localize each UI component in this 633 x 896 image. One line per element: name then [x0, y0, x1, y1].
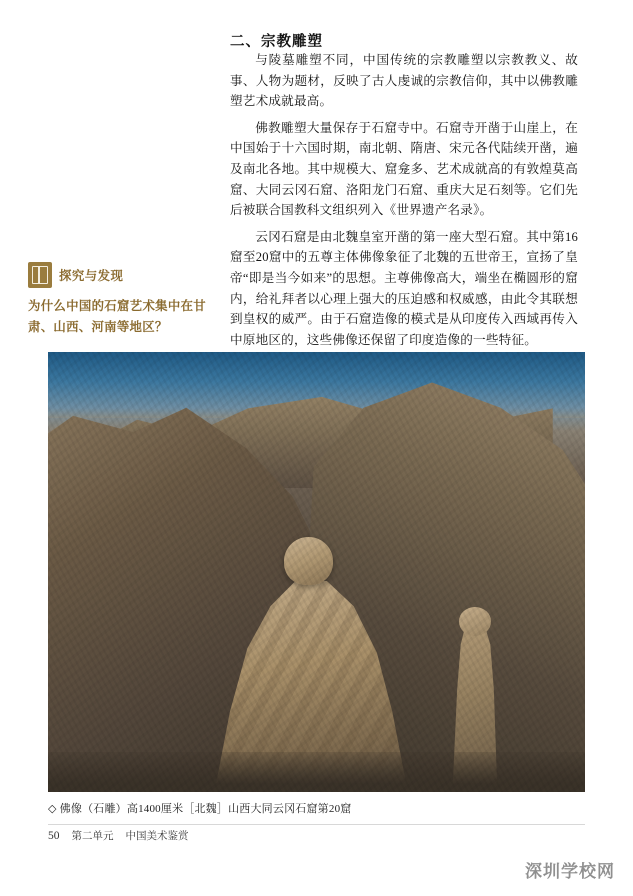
book-icon	[28, 262, 52, 288]
footer-divider	[48, 824, 585, 825]
section-heading: 二、宗教雕塑	[230, 34, 323, 50]
photo-texture-overlay	[48, 352, 585, 792]
caption-mark-icon: ◇	[48, 803, 57, 815]
footer-book-title: 中国美术鉴赏	[125, 831, 189, 842]
caption-text: 佛像（石雕）高1400厘米［北魏］山西大同云冈石窟第20窟	[59, 803, 352, 815]
inquiry-box-question: 为什么中国的石窟艺术集中在甘肃、山西、河南等地区？	[28, 299, 206, 334]
figure-caption	[48, 800, 588, 816]
photo-background	[48, 352, 585, 792]
paragraph: 与陵墓雕塑不同，中国传统的宗教雕塑以宗教教义、故事、人物为题材，反映了古人虔诚的宗教信仰，其中以佛教雕塑艺术成就最高。	[230, 53, 578, 109]
yungang-grottoes-buddha-photo	[48, 352, 585, 792]
inquiry-box-header	[28, 262, 206, 288]
paragraph: 云冈石窟是由北魏皇室开凿的第一座大型石窟。其中第16窟至20窟中的五尊主体佛像象征了北魏的五世帝王，宣扬了皇帝“即是当今如来”的思想。主尊佛像高大，端坐在椭圆形的窟内，给礼拜者以心理上强大的压迫感和权威感，由此令其联想到皇权的威严。由于石窟造像的模式是从印度传入西域再传入中原地区的，这些佛像还保留了印度造像的一些特征。	[230, 229, 578, 347]
footer-unit: 第二单元	[71, 831, 114, 842]
inquiry-box	[28, 262, 206, 338]
inquiry-box-title: 探究与发现	[59, 269, 124, 283]
page-number: 50	[48, 830, 60, 842]
page-footer	[48, 828, 448, 843]
body-text-column	[230, 50, 578, 356]
watermark: 深圳学校网	[525, 862, 615, 881]
paragraph: 佛教雕塑大量保存于石窟寺中。石窟寺开凿于山崖上，在中国始于十六国时期，南北朝、隋唐、宋元各代陆续开凿，遍及南北各地。其中规模大、窟龛多、艺术成就高的有敦煌莫高窟、大同云冈石窟、洛阳龙门石窟、重庆大足石刻等。它们先后被联合国教科文组织列入《世界遗产名录》。	[230, 120, 578, 218]
